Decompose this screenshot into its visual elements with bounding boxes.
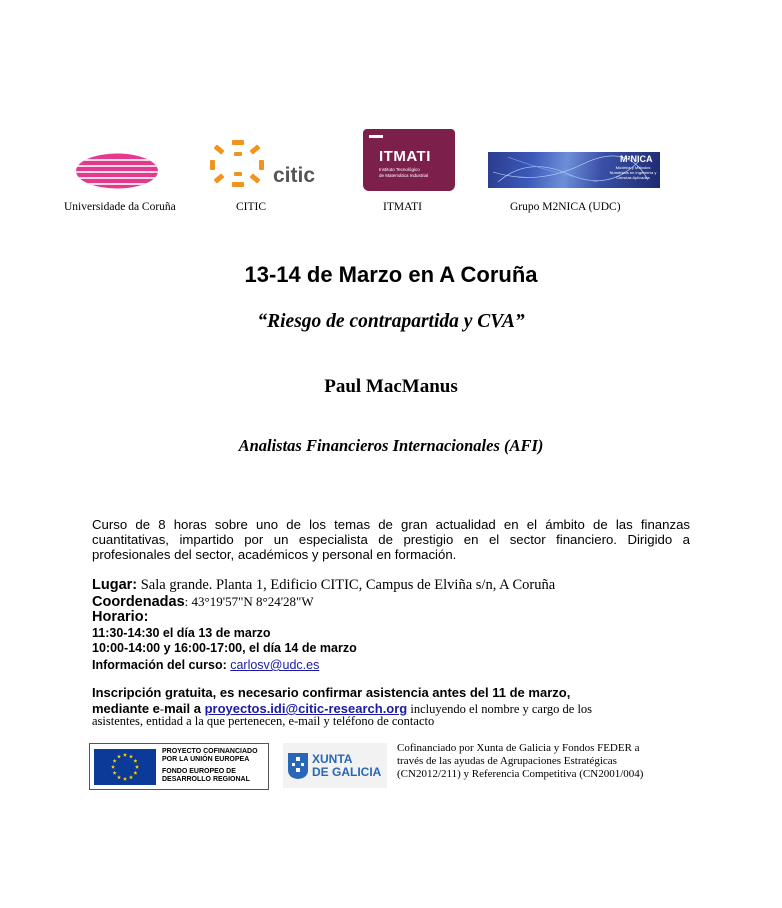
inscription-line-3: asistentes, entidad a la que pertenecen, e-mail y teléfono de contacto	[92, 714, 435, 728]
m2nica-caption: Grupo M2NICA (UDC)	[510, 201, 621, 213]
itmati-logo	[363, 129, 455, 191]
funding-text-2: través de las ayudas de Agrupaciones Estratégicas	[397, 755, 617, 767]
inscription-mail: mail a	[164, 701, 205, 716]
eu-text-2: POR LA UNIÓN EUROPEA	[162, 756, 250, 763]
xunta-text-2: DE GALICIA	[312, 765, 382, 779]
lugar-label: Lugar:	[92, 577, 138, 593]
m2nica-wordmark: M²NICA	[620, 154, 653, 164]
m2nica-sub: Modelos y Métodos Numéricos en Ingeniería y Ciencias Aplicadas	[609, 165, 657, 180]
inscription-email-link[interactable]: proyectos.idi@citic-research.org	[204, 701, 408, 716]
citic-caption: CITIC	[236, 201, 267, 213]
xunta-text-1: XUNTA	[312, 752, 353, 766]
itmati-bar-icon	[369, 135, 383, 138]
funding-text-3: (CN2012/211) y Referencia Competitiva (CN2001/004)	[397, 768, 644, 780]
eu-text-3: FONDO EUROPEO DE	[162, 768, 236, 775]
speaker-organization: Analistas Financieros Internacionales (AFI)	[238, 436, 544, 455]
course-description: Curso de 8 horas sobre uno de los temas de gran actualidad en el ámbito de las finanzas cuantitativas, impartido por un especialista de prestigio en el sector financiero. Dirigido a profesionales del sector, académicos y personal en formación.	[92, 517, 690, 562]
itmati-sub1: Instituto Tecnológico	[379, 167, 420, 172]
funding-text-1: Cofinanciado por Xunta de Galicia y Fondos FEDER a	[397, 742, 640, 754]
info-email-link[interactable]: carlosv@udc.es	[230, 658, 320, 672]
citic-logo-mark	[208, 138, 270, 192]
horario-day-14: 10:00-14:00 y 16:00-17:00, el día 14 de marzo	[92, 641, 357, 655]
itmati-sub2: de Matemática Industrial	[379, 173, 429, 178]
coordenadas-value: : 43°19'57"N 8°24'28"W	[184, 594, 314, 609]
inscription-line-1: Inscripción gratuita, es necesario confirmar asistencia antes del 11 de marzo,	[92, 685, 571, 700]
info-line	[92, 656, 319, 674]
udc-caption: Universidade da Coruña	[64, 201, 176, 213]
m2nica-logo	[488, 152, 660, 188]
udc-logo	[76, 153, 158, 189]
lugar-line	[92, 576, 555, 594]
inscription-mediante: mediante e	[92, 701, 160, 716]
lugar-value: Sala grande. Planta 1, Edificio CITIC, Campus de Elviña s/n, A Coruña	[137, 577, 556, 593]
eu-text-1: PROYECTO COFINANCIADO	[162, 748, 258, 755]
event-title: 13-14 de Marzo en A Coruña	[244, 262, 538, 287]
itmati-wordmark: ITMATI	[379, 148, 431, 165]
event-subtitle: “Riesgo de contrapartida y CVA”	[257, 311, 525, 332]
eu-flag-icon	[94, 749, 156, 785]
xunta-logo	[283, 743, 387, 788]
speaker-name: Paul MacManus	[324, 376, 458, 397]
galicia-shield-icon	[287, 752, 309, 780]
eu-text-4: DESARROLLO REGIONAL	[162, 776, 250, 783]
horario-day-13: 11:30-14:30 el día 13 de marzo	[92, 626, 271, 640]
info-label: Información del curso:	[92, 658, 231, 672]
citic-wordmark: citic	[273, 164, 316, 187]
eu-feder-logo	[89, 743, 269, 790]
inscription-dash: -	[159, 702, 165, 716]
inscription-rest: incluyendo el nombre y cargo de los	[407, 702, 593, 716]
coordenadas-label: Coordenadas	[92, 594, 185, 610]
horario-label: Horario:	[92, 609, 149, 625]
itmati-caption: ITMATI	[383, 201, 422, 213]
